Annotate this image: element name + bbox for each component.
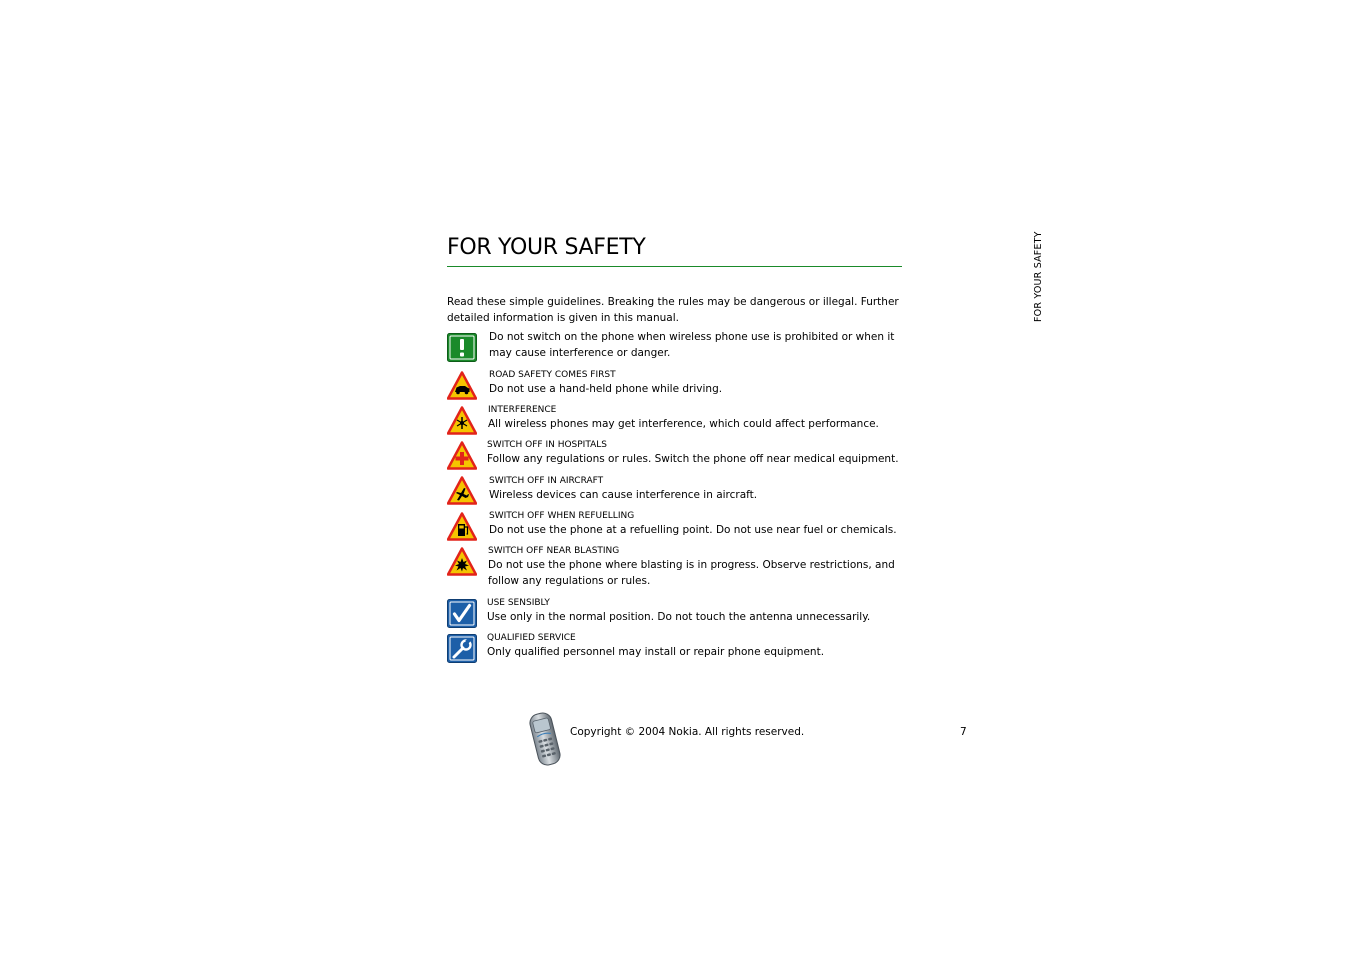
safety-item-use-sensibly — [447, 597, 907, 629]
safety-item-body: Do not use the phone where blasting is in progress. Observe restrictions, and follow any regulations or rules. — [488, 559, 895, 587]
safety-item-refuelling — [447, 510, 907, 542]
safety-item-body: Do not switch on the phone when wireless phone use is prohibited or when it may cause interference or danger. — [489, 331, 895, 359]
interference-warning-icon — [447, 406, 477, 436]
safety-item-heading: SWITCH OFF IN AIRCRAFT — [489, 476, 604, 486]
safety-item-aircraft — [447, 475, 907, 507]
copyright-notice: Copyright © 2004 Nokia. All rights reserved. — [570, 726, 805, 738]
safety-item-body: Wireless devices can cause interference in aircraft. — [489, 489, 758, 501]
safety-item-heading: ROAD SAFETY COMES FIRST — [489, 370, 616, 380]
fuel-pump-warning-icon — [447, 512, 477, 542]
wrench-icon — [447, 634, 477, 664]
page-title: FOR YOUR SAFETY — [447, 235, 646, 260]
safety-item-heading: QUALIFIED SERVICE — [487, 633, 576, 643]
safety-item-body: Only qualified personnel may install or repair phone equipment. — [487, 646, 825, 658]
side-section-label: FOR YOUR SAFETY — [1033, 231, 1044, 322]
checkmark-icon — [447, 599, 477, 629]
safety-item-body: Do not use the phone at a refuelling point. Do not use near fuel or chemicals. — [489, 524, 897, 536]
safety-item-heading: USE SENSIBLY — [487, 598, 550, 608]
safety-item-interference — [447, 404, 907, 436]
safety-item-heading: SWITCH OFF NEAR BLASTING — [488, 546, 620, 556]
safety-item-body: Follow any regulations or rules. Switch the phone off near medical equipment. — [487, 453, 899, 465]
safety-item-body: All wireless phones may get interference, which could affect performance. — [488, 418, 879, 430]
safety-item-road-safety — [447, 369, 907, 401]
safety-item-body: Do not use a hand-held phone while driving. — [489, 383, 723, 395]
safety-item-blasting — [447, 545, 907, 593]
aircraft-warning-icon — [447, 476, 477, 506]
explosion-warning-icon — [447, 547, 477, 577]
safety-item-hospitals — [447, 439, 907, 471]
car-warning-icon — [447, 371, 477, 401]
page-number: 7 — [960, 726, 967, 738]
safety-item-heading: SWITCH OFF IN HOSPITALS — [487, 440, 608, 450]
safety-item-body: Use only in the normal position. Do not touch the antenna unnecessarily. — [487, 611, 871, 623]
safety-item-qualified-service — [447, 632, 907, 664]
safety-item-heading: SWITCH OFF WHEN REFUELLING — [489, 511, 635, 521]
safety-item-heading: INTERFERENCE — [488, 405, 557, 415]
title-divider — [447, 266, 902, 267]
exclamation-icon — [447, 333, 477, 363]
hospital-cross-warning-icon — [447, 441, 477, 471]
intro-paragraph: Read these simple guidelines. Breaking the rules may be dangerous or illegal. Further detailed information is given in this manual. — [447, 296, 899, 324]
safety-item-switch-on-safely — [447, 332, 907, 364]
phone-illustration — [526, 711, 564, 767]
